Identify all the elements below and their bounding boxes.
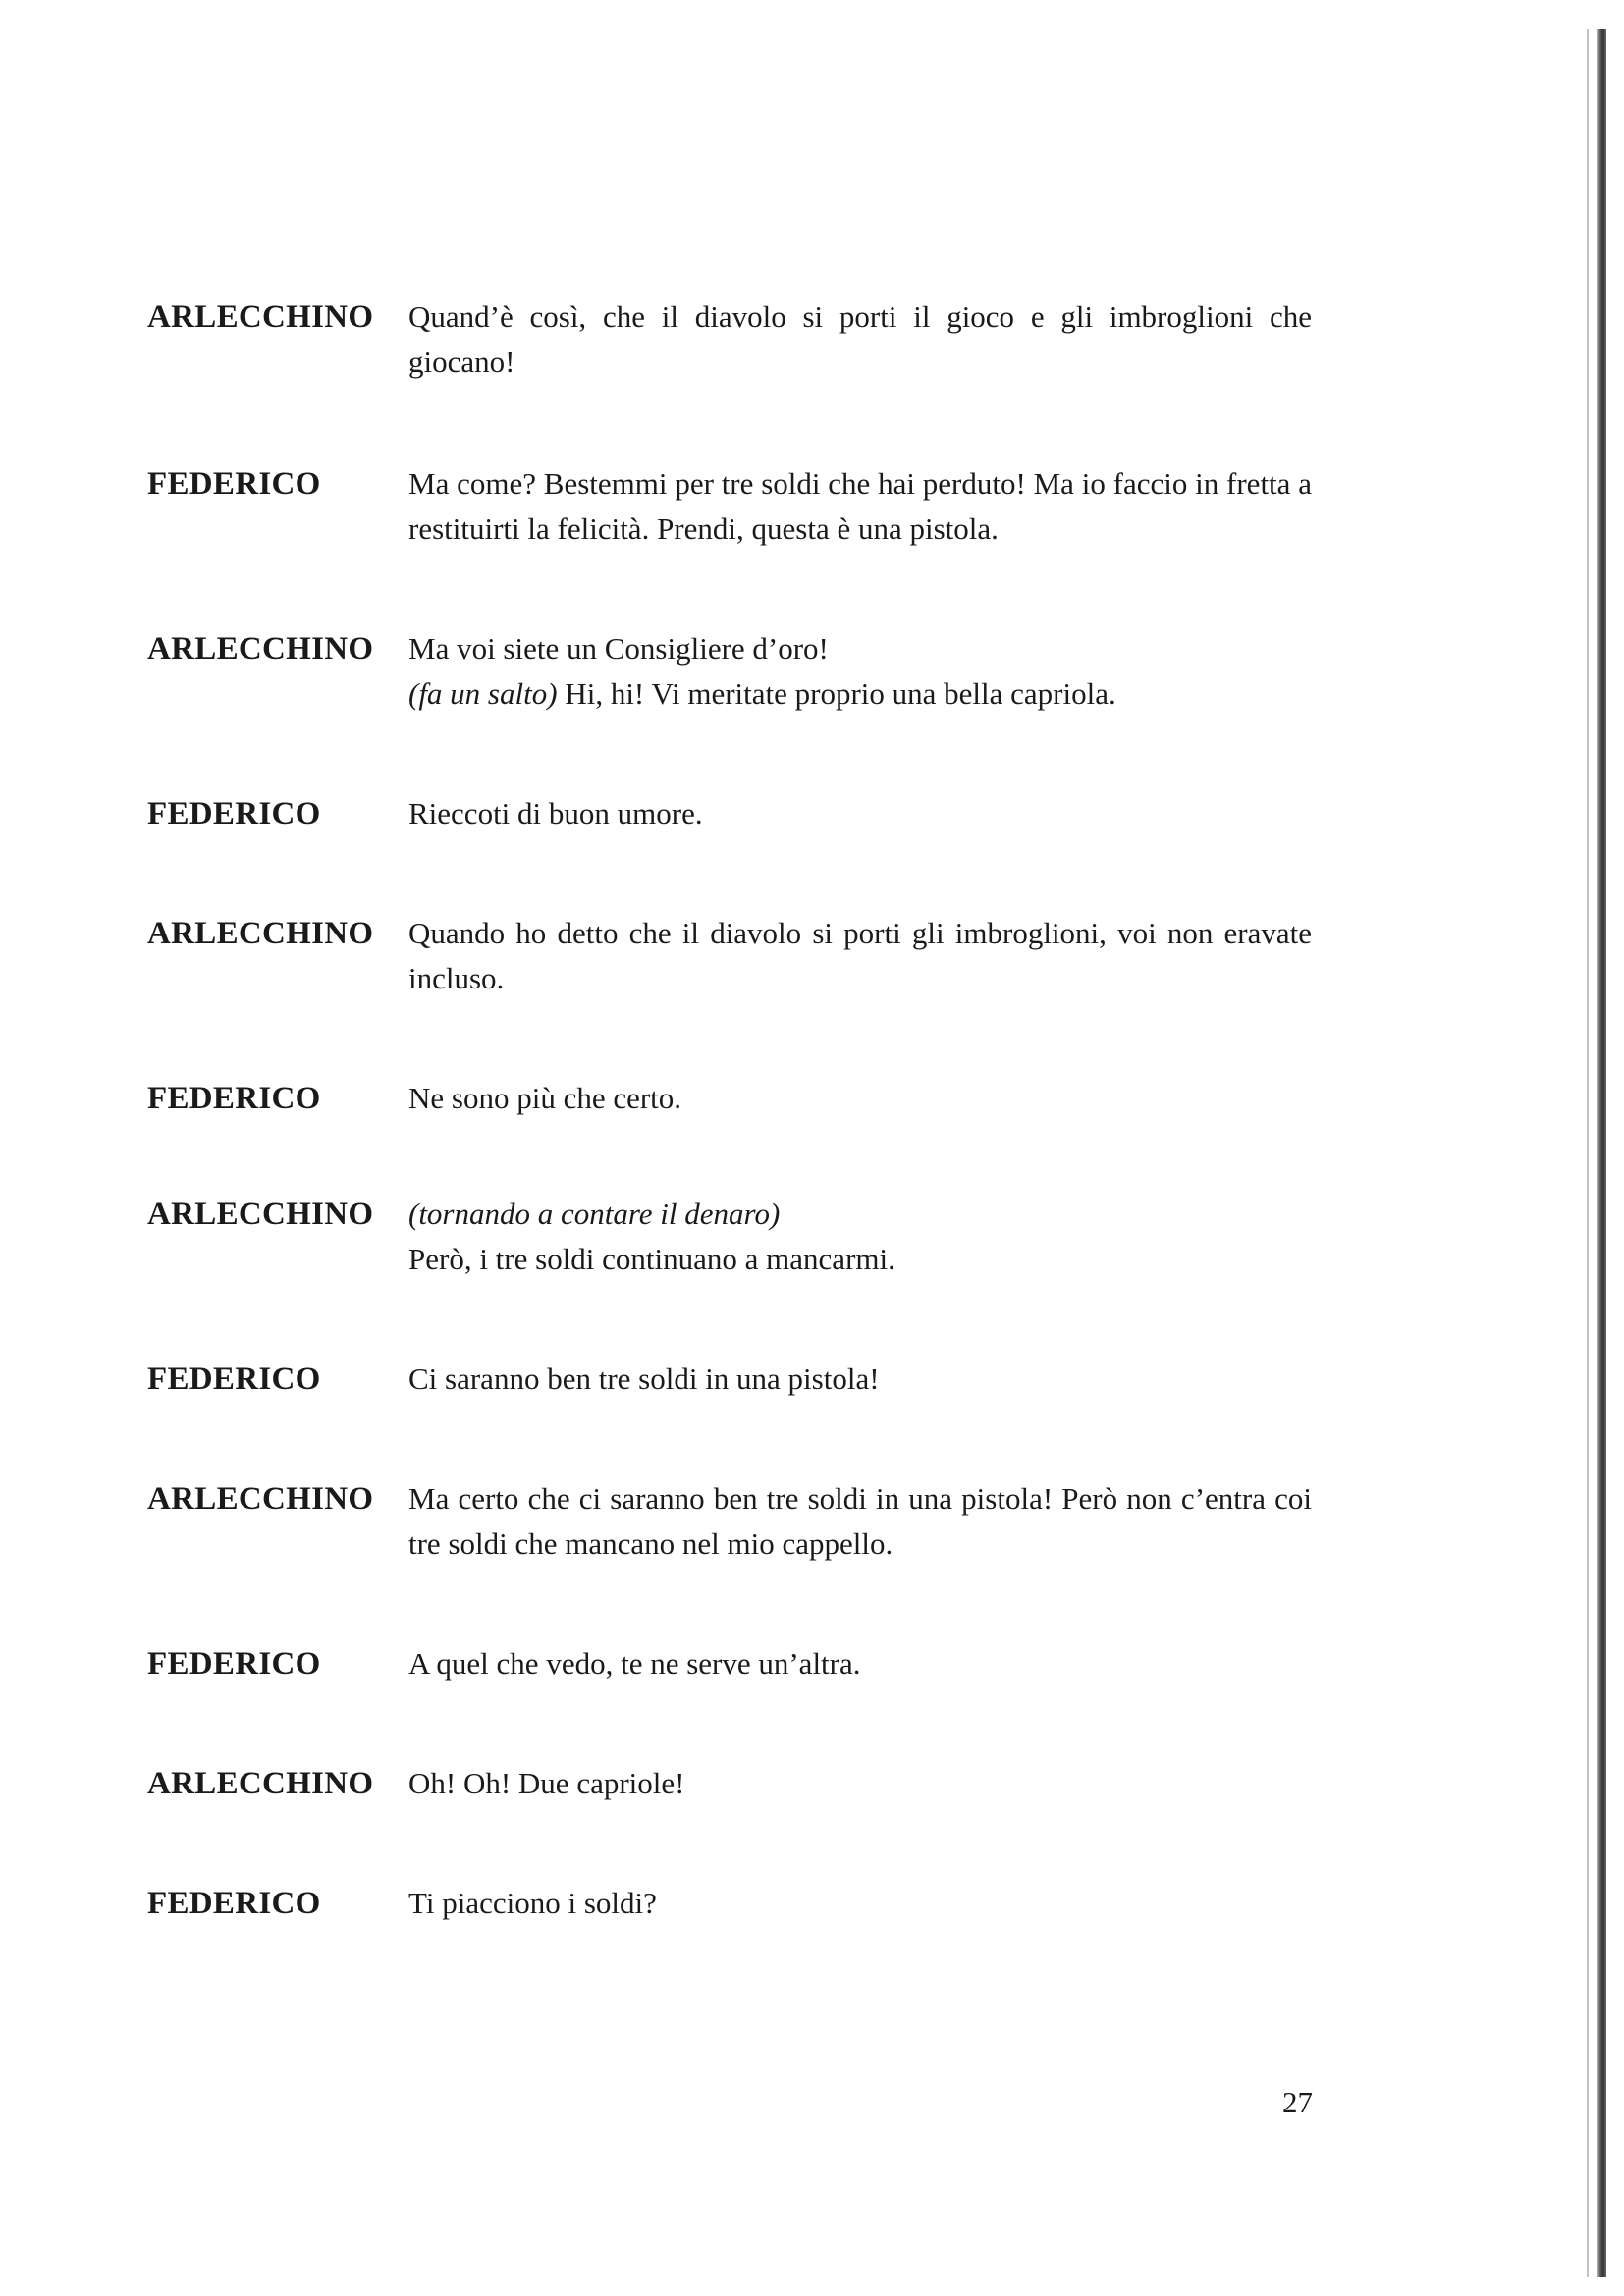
speaker-name: ARLECCHINO	[147, 631, 374, 667]
speech-line: Ma voi siete un Consigliere d’oro!	[408, 631, 829, 666]
speech-text	[408, 1641, 1312, 1686]
speaker-name: ARLECCHINO	[147, 916, 374, 951]
speech-text	[408, 626, 1312, 717]
scan-edge-shadow	[1597, 29, 1606, 2277]
speaker-name: ARLECCHINO	[147, 1197, 374, 1232]
speech-text	[408, 911, 1312, 1001]
speech-line: Ma come? Bestemmi per tre soldi che hai perduto! Ma io faccio in fretta a restituirti la felicità. Prendi, questa è una pistola.	[408, 466, 1312, 546]
speaker-name: FEDERICO	[147, 796, 321, 831]
page-number: 27	[1282, 2085, 1313, 2119]
speaker-name: ARLECCHINO	[147, 299, 374, 335]
speaker-name: FEDERICO	[147, 466, 321, 502]
speaker-name: FEDERICO	[147, 1886, 321, 1921]
speech-line: Però, i tre soldi continuano a mancarmi.	[408, 1242, 895, 1276]
speech-line: A quel che vedo, te ne serve un’altra.	[408, 1646, 861, 1681]
stage-direction: (tornando a contare il denaro)	[408, 1197, 781, 1231]
speech-text	[408, 461, 1312, 552]
speech-line: Quando ho detto che il diavolo si porti gli imbroglioni, voi non eravate incluso.	[408, 916, 1312, 995]
speech-line	[408, 671, 1312, 717]
speech-line: Oh! Oh! Due capriole!	[408, 1766, 685, 1800]
speech-line: Ti piacciono i soldi?	[408, 1886, 657, 1920]
speech-line: Ne sono più che certo.	[408, 1081, 682, 1115]
speaker-name: ARLECCHINO	[147, 1481, 374, 1517]
speech-line: Ci saranno ben tre soldi in una pistola!	[408, 1362, 880, 1396]
speech-text	[408, 1881, 1312, 1926]
speaker-name: FEDERICO	[147, 1081, 321, 1116]
speech-text	[408, 1076, 1312, 1121]
speech-text	[408, 1761, 1312, 1806]
speech-text	[408, 791, 1312, 836]
speech-text	[408, 1192, 1312, 1282]
speaker-name: FEDERICO	[147, 1362, 321, 1397]
speech-line: Quand’è così, che il diavolo si porti il gioco e gli imbroglioni che giocano!	[408, 299, 1312, 379]
speech-text	[408, 1476, 1312, 1567]
speech-text	[408, 1357, 1312, 1402]
speech-after-stage: Hi, hi! Vi meritate proprio una bella capriola.	[557, 676, 1116, 711]
speech-text	[408, 294, 1312, 385]
scan-edge-line	[1587, 29, 1589, 2277]
speech-line: Rieccoti di buon umore.	[408, 796, 703, 830]
speaker-name: ARLECCHINO	[147, 1766, 374, 1801]
speaker-name: FEDERICO	[147, 1646, 321, 1682]
speech-line: Ma certo che ci saranno ben tre soldi in una pistola! Però non c’entra coi tre soldi che mancano nel mio cappello.	[408, 1481, 1312, 1561]
stage-direction: (fa un salto)	[408, 676, 558, 711]
